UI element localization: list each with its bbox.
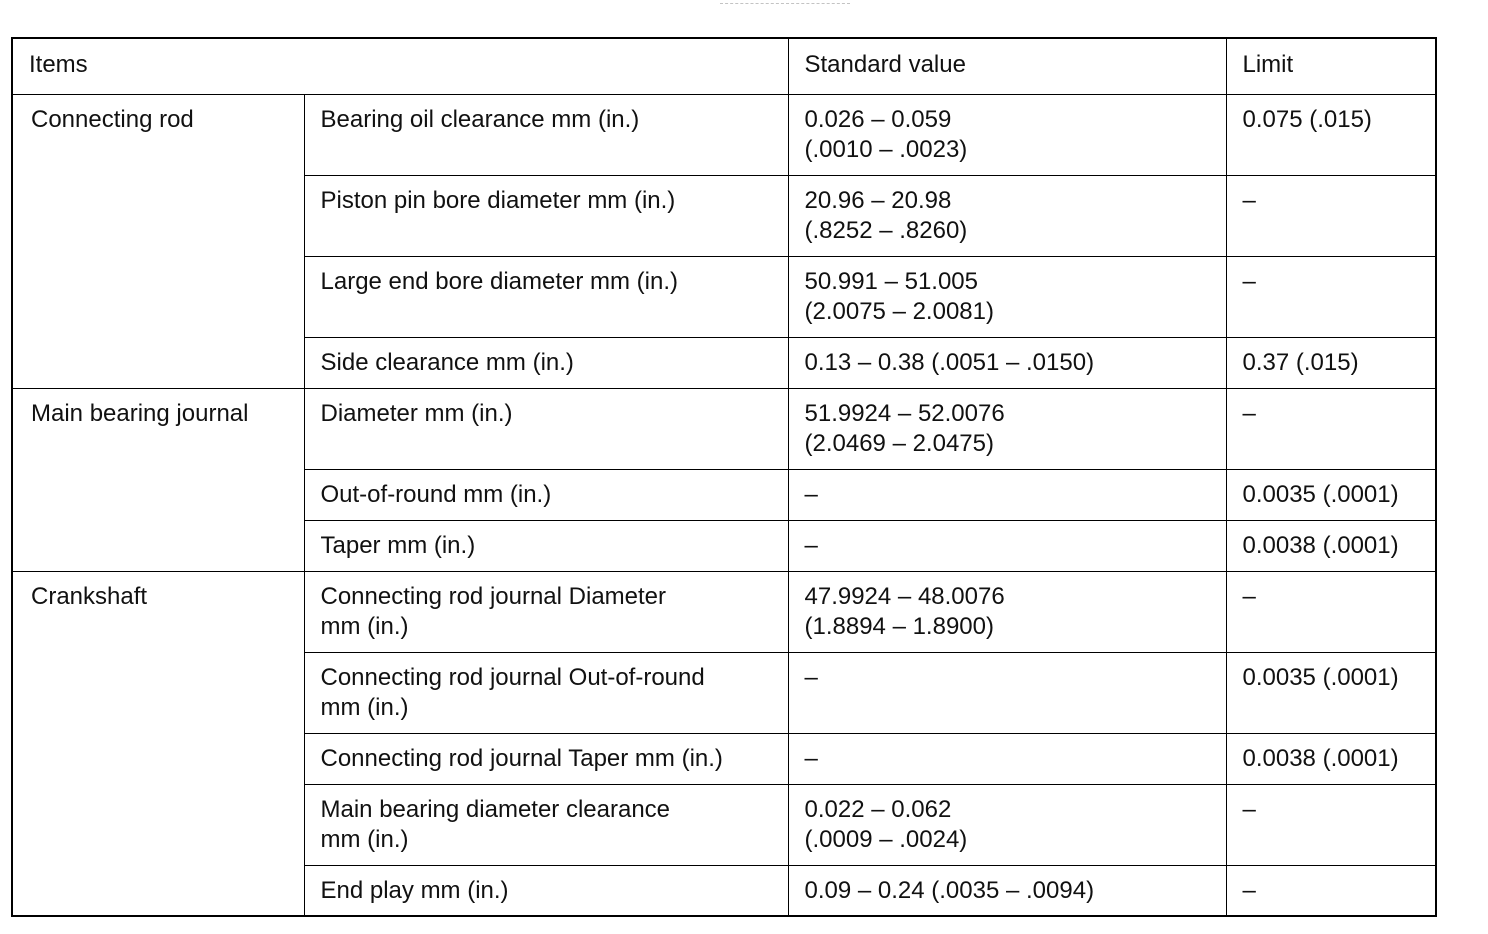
table-row: [12, 571, 1436, 652]
limit-cell: –: [1226, 388, 1436, 469]
item-cell: Connecting rod journal Taper mm (in.): [304, 733, 788, 784]
limit-cell: –: [1226, 175, 1436, 256]
item-cell: Taper mm (in.): [304, 520, 788, 571]
standard-value-line: (1.8894 – 1.8900): [804, 612, 994, 640]
standard-value-line: 0.022 – 0.062: [804, 795, 952, 823]
scan-artifact: [720, 3, 850, 6]
item-cell: Piston pin bore diameter mm (in.): [304, 175, 788, 256]
item-line: Main bearing diameter clearance: [320, 795, 671, 823]
item-line: mm (in.): [320, 825, 409, 853]
standard-value-cell: 0.09 – 0.24 (.0035 – .0094): [788, 865, 1226, 916]
standard-value-line: 50.991 – 51.005: [804, 267, 978, 295]
standard-value-line: (2.0075 – 2.0081): [804, 297, 994, 325]
standard-value-line: (.0010 – .0023): [804, 135, 968, 163]
group-name-crankshaft: Crankshaft: [12, 571, 304, 916]
group-name-connecting-rod: Connecting rod: [12, 94, 304, 388]
standard-value-line: (.0009 – .0024): [804, 825, 968, 853]
standard-value-cell: [788, 175, 1226, 256]
item-cell: End play mm (in.): [304, 865, 788, 916]
limit-cell: 0.37 (.015): [1226, 337, 1436, 388]
item-cell: [304, 571, 788, 652]
standard-value-line: 47.9924 – 48.0076: [804, 582, 1005, 610]
standard-value-cell: –: [788, 520, 1226, 571]
item-cell: Bearing oil clearance mm (in.): [304, 94, 788, 175]
header-row: [12, 38, 1436, 94]
item-cell: Large end bore diameter mm (in.): [304, 256, 788, 337]
header-limit: Limit: [1226, 38, 1436, 94]
standard-value-cell: –: [788, 733, 1226, 784]
header-items: Items: [12, 38, 788, 94]
standard-value-line: 51.9924 – 52.0076: [804, 399, 1005, 427]
limit-cell: 0.0035 (.0001): [1226, 652, 1436, 733]
item-line: mm (in.): [320, 612, 409, 640]
group-name-main-bearing-journal: Main bearing journal: [12, 388, 304, 571]
limit-cell: –: [1226, 865, 1436, 916]
standard-value-cell: [788, 388, 1226, 469]
table-row: [12, 388, 1436, 469]
item-cell: Out-of-round mm (in.): [304, 469, 788, 520]
limit-cell: –: [1226, 784, 1436, 865]
item-cell: Diameter mm (in.): [304, 388, 788, 469]
standard-value-line: 0.026 – 0.059: [804, 105, 952, 133]
item-line: Connecting rod journal Diameter: [320, 582, 667, 610]
table-row: [12, 94, 1436, 175]
item-cell: [304, 784, 788, 865]
item-line: Connecting rod journal Out-of-round: [320, 663, 705, 691]
standard-value-cell: 0.13 – 0.38 (.0051 – .0150): [788, 337, 1226, 388]
limit-cell: –: [1226, 571, 1436, 652]
limit-cell: 0.075 (.015): [1226, 94, 1436, 175]
standard-value-line: (2.0469 – 2.0475): [804, 429, 994, 457]
limit-cell: 0.0035 (.0001): [1226, 469, 1436, 520]
standard-value-cell: [788, 94, 1226, 175]
item-cell: [304, 652, 788, 733]
standard-value-cell: [788, 256, 1226, 337]
specification-table: [11, 37, 1437, 917]
standard-value-cell: [788, 571, 1226, 652]
standard-value-cell: –: [788, 469, 1226, 520]
standard-value-line: (.8252 – .8260): [804, 216, 968, 244]
limit-cell: –: [1226, 256, 1436, 337]
header-standard-value: Standard value: [788, 38, 1226, 94]
standard-value-cell: [788, 784, 1226, 865]
limit-cell: 0.0038 (.0001): [1226, 733, 1436, 784]
standard-value-cell: –: [788, 652, 1226, 733]
limit-cell: 0.0038 (.0001): [1226, 520, 1436, 571]
item-cell: Side clearance mm (in.): [304, 337, 788, 388]
standard-value-line: 20.96 – 20.98: [804, 186, 952, 214]
item-line: mm (in.): [320, 693, 409, 721]
